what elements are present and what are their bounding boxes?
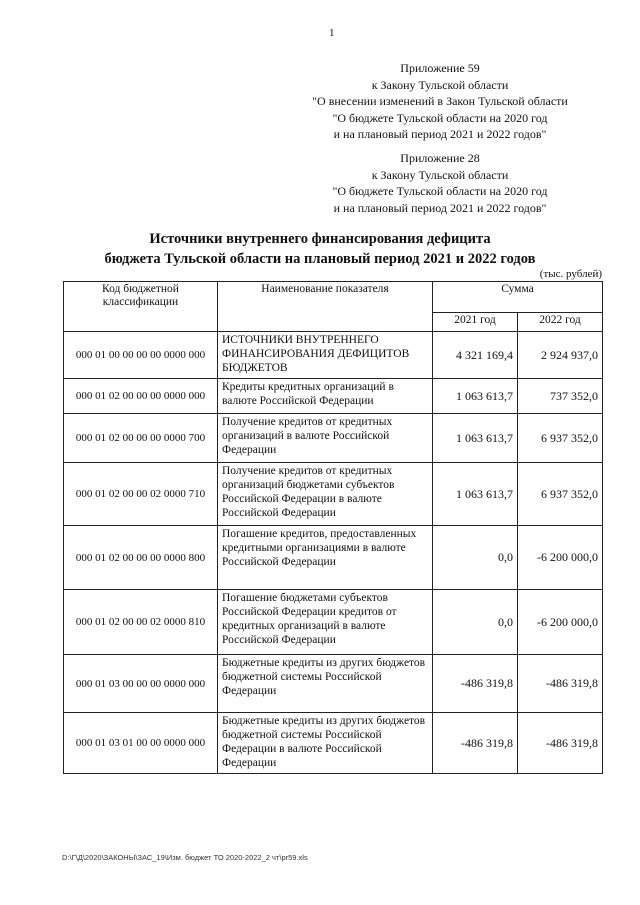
annex-28-law-title-1: "О бюджете Тульской области на 2020 год <box>332 184 548 198</box>
annex-28-number: Приложение 28 <box>400 151 480 165</box>
row-name: Кредиты кредитных организаций в валюте Российской Федерации <box>218 379 433 414</box>
header-year-2021: 2021 год <box>433 313 518 332</box>
annex-59-header <box>290 60 590 143</box>
row-amount-2022: -6 200 000,0 <box>518 590 603 655</box>
annex-59-number: Приложение 59 <box>400 61 480 75</box>
row-code: 000 01 00 00 00 00 0000 000 <box>64 332 218 379</box>
row-amount-2022: -6 200 000,0 <box>518 526 603 590</box>
header-code: Код бюджетной классификации <box>64 282 218 332</box>
row-code: 000 01 03 01 00 00 0000 000 <box>64 713 218 774</box>
row-name: Погашение кредитов, предоставленных кредитными организациями в валюте Российской Федерации <box>218 526 433 590</box>
annex-59-law-title-2: "О бюджете Тульской области на 2020 год <box>332 110 548 125</box>
row-code: 000 01 02 00 00 02 0000 810 <box>64 590 218 655</box>
table-row <box>64 414 603 463</box>
table-row <box>64 332 603 379</box>
annex-59-law-title-3: и на плановый период 2021 и 2022 годов" <box>333 127 547 141</box>
row-amount-2022: -486 319,8 <box>518 655 603 713</box>
row-amount-2022: 2 924 937,0 <box>518 332 603 379</box>
annex-28-law-ref: к Закону Тульской области <box>371 167 509 182</box>
table-row <box>64 713 603 774</box>
row-amount-2022: -486 319,8 <box>518 713 603 774</box>
row-amount-2021: -486 319,8 <box>433 713 518 774</box>
row-amount-2021: 4 321 169,4 <box>433 332 518 379</box>
header-name: Наименование показателя <box>218 282 433 332</box>
table-row <box>64 463 603 526</box>
units-label: (тыс. рублей) <box>539 268 602 280</box>
row-code: 000 01 03 00 00 00 0000 000 <box>64 655 218 713</box>
table-row <box>64 379 603 414</box>
row-amount-2021: 0,0 <box>433 590 518 655</box>
annex-59-law-title-1: "О внесении изменений в Закон Тульской области <box>312 94 568 108</box>
row-name: Бюджетные кредиты из других бюджетов бюджетной системы Российской Федерации <box>218 655 433 713</box>
row-amount-2022: 6 937 352,0 <box>518 414 603 463</box>
annex-59-law-ref: к Закону Тульской области <box>371 77 509 92</box>
row-name: Погашение бюджетами субъектов Российской Федерации кредитов от кредитных организаций в валюте Российской Федерации <box>218 590 433 655</box>
file-path-footer: D:\Г\Д\2020\ЗАКОНЫ\ЗАС_19\Изм. бюджет ТО 2020-2022_2 чт\pr59.xls <box>62 853 308 862</box>
row-amount-2021: 1 063 613,7 <box>433 463 518 526</box>
table-row <box>64 590 603 655</box>
row-name: Получение кредитов от кредитных организаций бюджетами субъектов Российской Федерации в валюте Российской Федерации <box>218 463 433 526</box>
header-year-2022: 2022 год <box>518 313 603 332</box>
row-name: Бюджетные кредиты из других бюджетов бюджетной системы Российской Федерации в валюте Российской Федерации <box>218 713 433 774</box>
row-amount-2022: 737 352,0 <box>518 379 603 414</box>
row-code: 000 01 02 00 00 00 0000 800 <box>64 526 218 590</box>
row-amount-2021: 1 063 613,7 <box>433 379 518 414</box>
page-number: 1 <box>329 27 335 39</box>
row-amount-2021: -486 319,8 <box>433 655 518 713</box>
table-row <box>64 526 603 590</box>
row-code: 000 01 02 00 00 02 0000 710 <box>64 463 218 526</box>
row-code: 000 01 02 00 00 00 0000 700 <box>64 414 218 463</box>
row-amount-2021: 1 063 613,7 <box>433 414 518 463</box>
document-title <box>80 229 560 269</box>
row-amount-2021: 0,0 <box>433 526 518 590</box>
table-row <box>64 655 603 713</box>
header-sum: Сумма <box>433 282 603 313</box>
document-title-line-1: Источники внутреннего финансирования дефицита <box>149 231 491 247</box>
row-name: Получение кредитов от кредитных организаций в валюте Российской Федерации <box>218 414 433 463</box>
document-title-line-2: бюджета Тульской области на плановый период 2021 и 2022 годов <box>104 251 536 267</box>
row-amount-2022: 6 937 352,0 <box>518 463 603 526</box>
annex-28-law-title-2: и на плановый период 2021 и 2022 годов" <box>333 200 547 215</box>
row-name: ИСТОЧНИКИ ВНУТРЕННЕГО ФИНАНСИРОВАНИЯ ДЕФИЦИТОВ БЮДЖЕТОВ <box>218 332 433 379</box>
financing-sources-table <box>63 281 603 774</box>
annex-28-header <box>290 150 590 216</box>
row-code: 000 01 02 00 00 00 0000 000 <box>64 379 218 414</box>
